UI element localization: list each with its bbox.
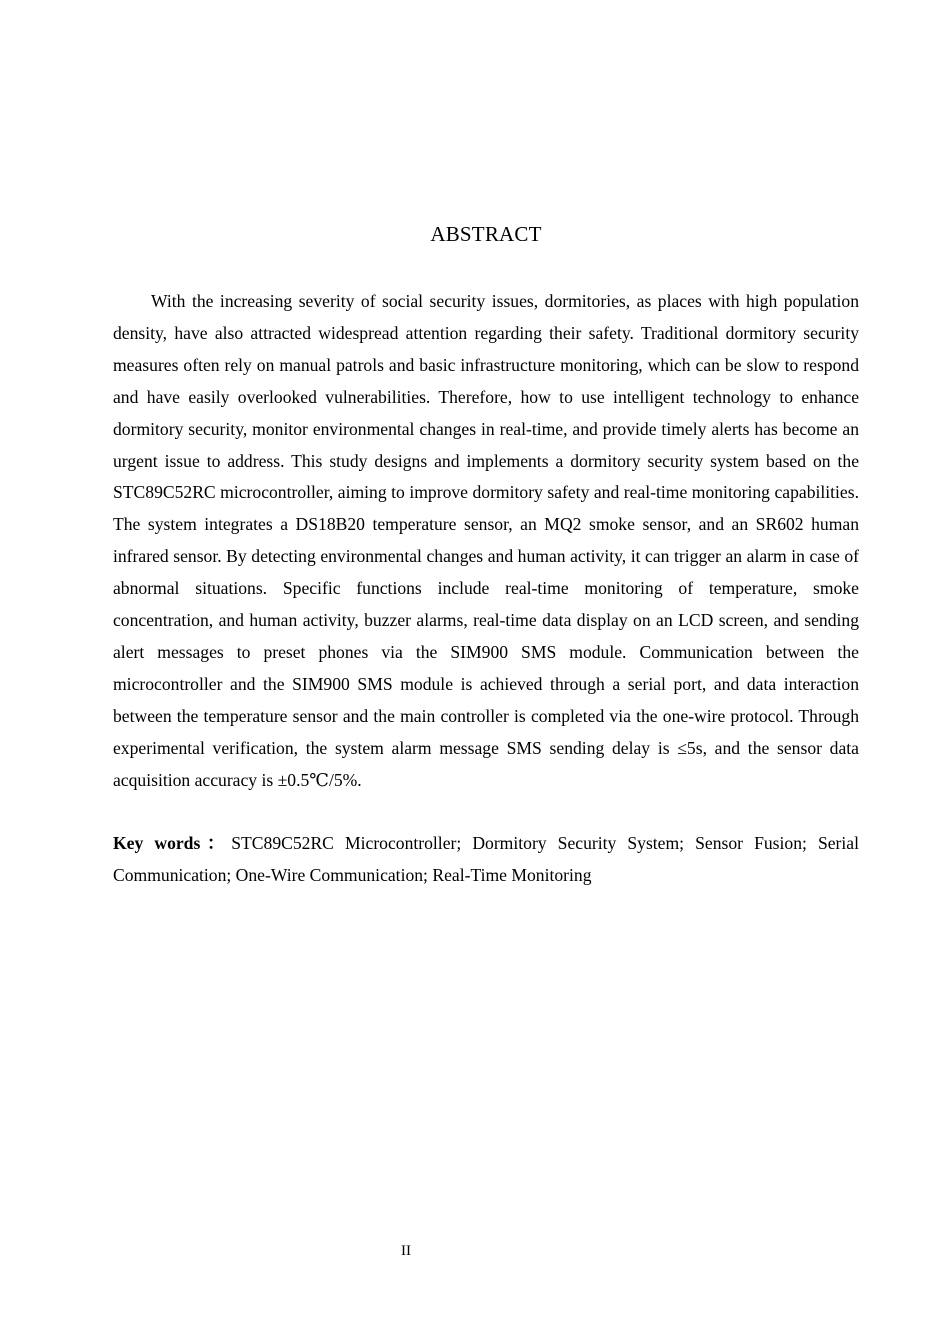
keywords-label: Key words： bbox=[113, 833, 232, 853]
keywords-list: STC89C52RC Microcontroller; Dormitory Security System; Sensor Fusion; Serial Communication; One-Wire Communication; Real-Time Monitoring bbox=[113, 833, 859, 885]
abstract-title: ABSTRACT bbox=[430, 222, 542, 246]
keywords-paragraph bbox=[113, 828, 859, 892]
abstract-body: With the increasing severity of social security issues, dormitories, as places with high population density, have also attracted widespread attention regarding their safety. Traditional dormitory security measures often rely on manual patrols and basic infrastructure monitoring, which can be slow to respond and have easily overlooked vulnerabilities. Therefore, how to use intelligent technology to enhance dormitory security, monitor environmental changes in real-time, and provide timely alerts has become an urgent issue to address. This study designs and implements a dormitory security system based on the STC89C52RC microcontroller, aiming to improve dormitory safety and real-time monitoring capabilities. The system integrates a DS18B20 temperature sensor, an MQ2 smoke sensor, and an SR602 human infrared sensor. By detecting environmental changes and human activity, it can trigger an alarm in case of abnormal situations. Specific functions include real-time monitoring of temperature, smoke concentration, and human activity, buzzer alarms, real-time data display on an LCD screen, and sending alert messages to preset phones via the SIM900 SMS module. Communication between the microcontroller and the SIM900 SMS module is achieved through a serial port, and data interaction between the temperature sensor and the main controller is completed via the one-wire protocol. Through experimental verification, the system alarm message SMS sending delay is ≤5s, and the sensor data acquisition accuracy is ±0.5℃/5%. bbox=[113, 291, 859, 790]
page-number: II bbox=[401, 1243, 411, 1259]
